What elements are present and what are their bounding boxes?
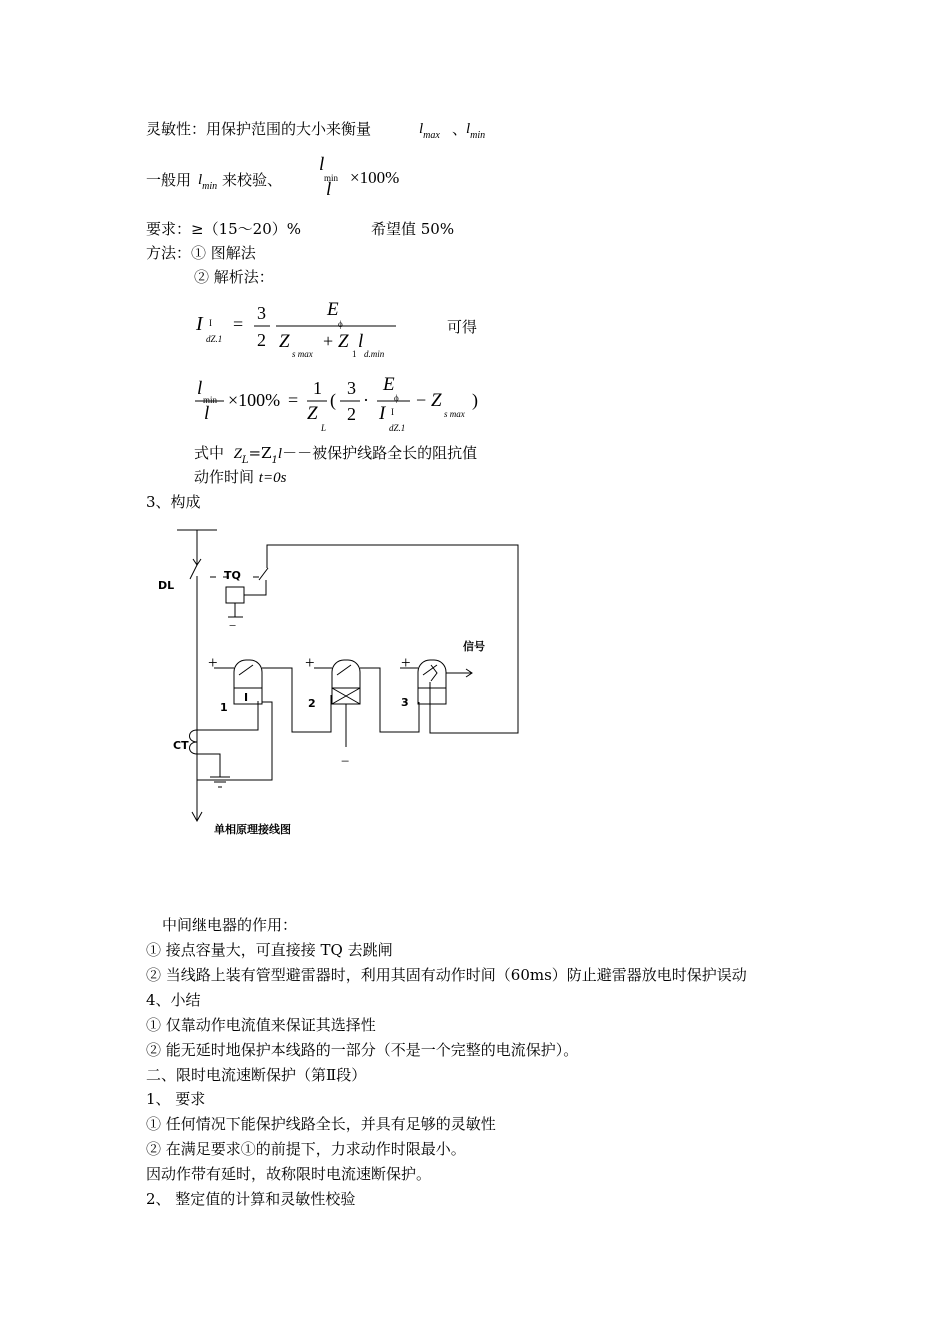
f1-E: E	[327, 299, 339, 320]
trip-loop	[267, 545, 518, 733]
f1-plus: +	[323, 331, 334, 351]
relay2-contact	[337, 665, 351, 675]
section4-item-1: ① 仅靠动作电流值来保证其选择性	[146, 1016, 376, 1034]
f1-Zs: Z	[279, 331, 290, 352]
dl-label: DL	[158, 579, 175, 592]
f1-eq: =	[233, 314, 244, 334]
frac-den: l	[326, 179, 332, 200]
f2-minus: −	[416, 390, 427, 410]
f1-I-sub: dZ.1	[206, 334, 223, 344]
f2-l-den: l	[204, 403, 210, 424]
relay1-contact	[239, 665, 253, 675]
action-time: 动作时间 t=0s	[194, 468, 287, 486]
frac-num-sub: min	[324, 173, 339, 183]
tq-minus-sign: −	[229, 618, 237, 633]
relay2-to-relay3	[360, 668, 419, 732]
lmax-symbol: $l_{max}$	[419, 121, 440, 141]
relay2-minus: −	[341, 754, 350, 770]
f2-I-sub: dZ.1	[389, 423, 406, 433]
relay1-return	[197, 702, 272, 780]
formula-2	[190, 372, 490, 438]
formula-note: 式中 $Z_L=Z_1l--$被保护线路全长的阻抗值	[194, 444, 478, 466]
ct-label: CT	[173, 739, 189, 752]
frac-num: l	[319, 154, 325, 175]
formula-1	[190, 296, 420, 368]
signal-label: 信号	[463, 640, 485, 653]
f2-l-num: l	[197, 378, 203, 399]
relay2-head	[332, 660, 360, 688]
section-two-sub2: 2、 整定值的计算和灵敏性校验	[146, 1190, 356, 1208]
f1-coef-num: 3	[257, 303, 266, 323]
section-two-sub1: 1、 要求	[146, 1090, 206, 1108]
f1-E-sub: ϕ	[338, 319, 343, 329]
relay1-head	[234, 660, 262, 688]
relay-item-1: ① 接点容量大，可直接接 TQ 去跳闸	[146, 941, 393, 959]
f1-l: l	[358, 331, 364, 352]
f1-Z1-sub: 1	[352, 349, 357, 359]
f1-I: I	[196, 313, 203, 335]
f2-ZL: Z	[307, 403, 318, 424]
relay3-number: 3	[401, 696, 409, 709]
f2-three: 3	[347, 378, 356, 398]
separator: 、	[452, 120, 468, 138]
relay-title: 中间继电器的作用：	[162, 916, 298, 934]
f2-times: ×100%	[228, 390, 281, 410]
f2-open: (	[330, 390, 336, 410]
f2-I-sup: I	[391, 407, 394, 417]
section4-item-2: ② 能无延时地保护本线路的一部分（不是一个完整的电流保护）。	[146, 1041, 579, 1059]
relay3-plus: +	[401, 653, 411, 672]
f2-E-sub: ϕ	[394, 393, 399, 403]
section-two-item-1: ① 任何情况下能保护线路全长，并具有足够的灵敏性	[146, 1115, 496, 1133]
tq-coil	[226, 587, 244, 603]
f1-l-sub: d.min	[364, 349, 385, 359]
lmin-symbol: $l_{min}$	[466, 121, 486, 141]
f2-I: I	[379, 403, 386, 424]
relay3-head	[418, 660, 446, 688]
f2-Zs-sub: s max	[444, 409, 465, 419]
method-label: 方法：① 图解法	[146, 244, 256, 262]
tq-aux-contact	[259, 568, 268, 580]
f2-two: 2	[347, 404, 356, 424]
f2-Zs: Z	[431, 390, 442, 411]
requirement-hope: 希望值 50%	[371, 220, 455, 238]
f2-one: 1	[313, 378, 322, 398]
f1-Zs-sub: s max	[292, 349, 313, 359]
check-fraction	[310, 150, 420, 200]
method-item2: ② 解析法：	[194, 268, 274, 286]
f2-l-num-sub: min	[203, 395, 218, 405]
relay2-plus: +	[305, 653, 315, 672]
check-prefix: 一般用	[146, 171, 192, 189]
f2-E: E	[383, 374, 395, 395]
requirement-label: 要求：≥（15～20）%	[146, 220, 301, 238]
relay1-symbol: I	[244, 691, 249, 704]
relay-item-2: ② 当线路上装有管型避雷器时，利用其固有动作时间（60ms）防止避雷器放电时保护误动	[146, 966, 747, 984]
f2-ZL-sub: L	[321, 423, 327, 433]
f1-I-sup: I	[209, 318, 212, 328]
diagram-caption: 单相原理接线图	[214, 823, 291, 836]
f1-coef-den: 2	[257, 330, 266, 350]
tq-label: TQ	[224, 569, 241, 582]
ct-ground-lead	[197, 754, 220, 777]
sensitivity-label: 灵敏性：用保护范围的大小来衡量	[146, 120, 372, 138]
tq-to-contact	[244, 580, 266, 595]
ct-coil	[190, 730, 198, 754]
f2-eq: =	[288, 390, 299, 410]
section-two-item-2: ② 在满足要求①的前提下，力求动作时限最小。	[146, 1140, 466, 1158]
relay3-body	[418, 688, 446, 704]
frac-times: ×100%	[350, 168, 400, 187]
check-suffix: 来校验、	[222, 171, 283, 189]
section3-title: 3、构成	[146, 493, 201, 511]
check-lmin: $l_{min}$	[198, 172, 218, 192]
dl-contact	[190, 565, 197, 579]
section-two-note: 因动作带有延时，故称限时电流速断保护。	[146, 1165, 432, 1183]
formula1-result: 可得	[447, 318, 478, 336]
sensitivity-line	[146, 120, 371, 138]
f2-close: )	[472, 390, 478, 410]
wiring-diagram	[150, 525, 540, 845]
relay1-number: 1	[220, 701, 228, 714]
f2-dot: ·	[363, 390, 369, 410]
f1-Z1: Z	[338, 331, 349, 352]
relay2-number: 2	[308, 697, 316, 710]
relay1-plus: +	[208, 653, 218, 672]
section4-title: 4、小结	[146, 991, 201, 1009]
section-two-title: 二、限时电流速断保护（第Ⅱ段）	[146, 1066, 367, 1084]
